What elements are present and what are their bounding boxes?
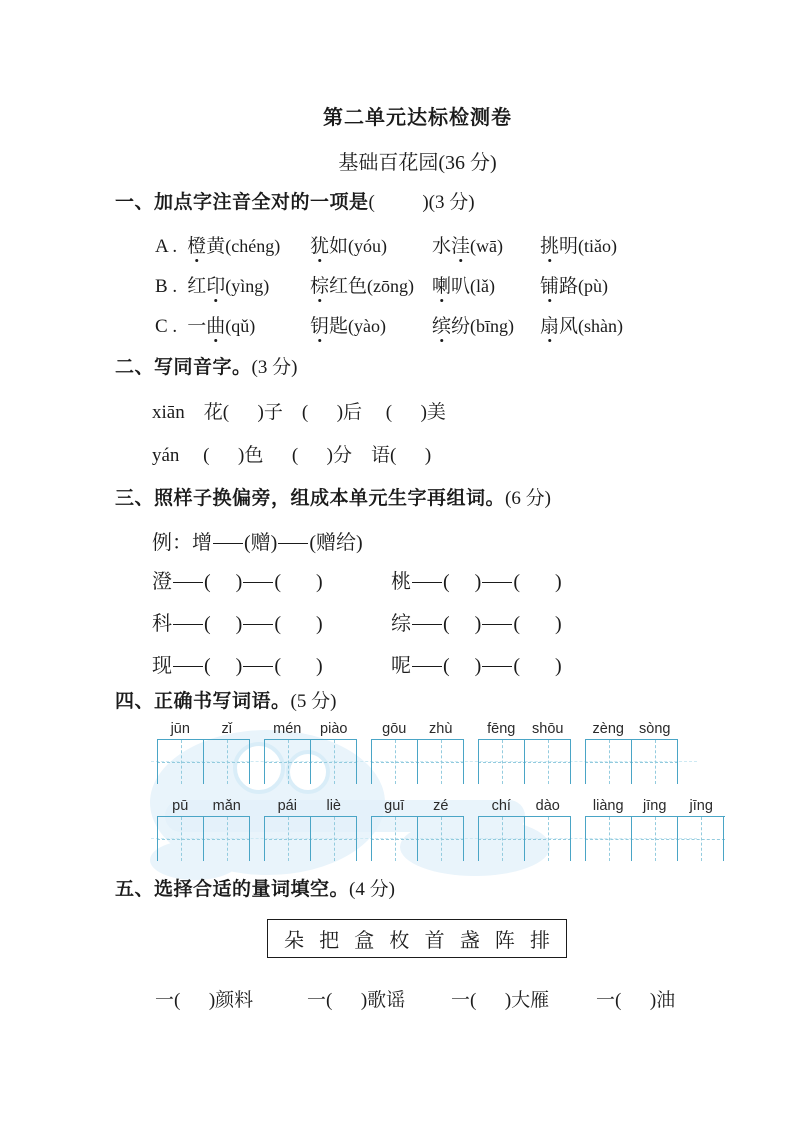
grid-cells bbox=[264, 739, 357, 784]
grid-row bbox=[157, 792, 725, 861]
pinyin-syllable: liè bbox=[326, 798, 341, 814]
hanzi-char: 水 bbox=[432, 236, 452, 257]
dotted-word bbox=[310, 316, 348, 337]
q3-half bbox=[391, 565, 630, 594]
writing-cell bbox=[203, 817, 250, 861]
pinyin-row bbox=[371, 715, 464, 739]
q1-option-row bbox=[155, 231, 670, 271]
hanzi-char: 扇 bbox=[540, 311, 559, 338]
connector-line bbox=[243, 624, 273, 625]
hanzi-char: 科 bbox=[152, 613, 172, 635]
hanzi-char: 钥 bbox=[310, 311, 329, 338]
q3-header-label: 三、照样子换偏旁，组成本单元生字再组词。 bbox=[115, 488, 506, 509]
q3-header bbox=[115, 483, 551, 510]
writing-cell bbox=[310, 740, 357, 784]
pinyin-syllable: jūn bbox=[170, 721, 190, 737]
hanzi-char: 风 bbox=[559, 316, 579, 337]
writing-cell bbox=[310, 817, 357, 861]
hanzi-char: 色 bbox=[348, 276, 368, 297]
writing-cell bbox=[264, 817, 310, 861]
blank-parens: ( ) bbox=[204, 613, 243, 635]
dotted-word bbox=[540, 276, 578, 297]
pinyin-syllable: guī bbox=[384, 798, 405, 814]
pinyin-syllable: fēng bbox=[487, 721, 516, 737]
writing-cell bbox=[631, 817, 677, 861]
q1-word-cell bbox=[432, 271, 540, 298]
word-grid-group bbox=[371, 715, 464, 784]
q5-fill-item: 一( )油 bbox=[596, 990, 676, 1011]
q4-writing-grids bbox=[157, 715, 725, 869]
q1-word-cell bbox=[432, 231, 540, 258]
connector-line bbox=[173, 666, 203, 667]
writing-cell bbox=[417, 740, 464, 784]
hanzi-char: 明 bbox=[559, 236, 579, 257]
hanzi-char: 红 bbox=[329, 276, 349, 297]
q1-word-cell bbox=[540, 231, 670, 258]
pinyin-annotation: (zōng) bbox=[367, 276, 415, 296]
pinyin-annotation: (yào) bbox=[348, 316, 387, 336]
grid-cells bbox=[157, 739, 250, 784]
q1-option-row bbox=[155, 271, 670, 311]
connector-line bbox=[173, 582, 203, 583]
connector-line bbox=[482, 624, 512, 625]
q3-half bbox=[391, 607, 630, 636]
blank-parens: ( ) bbox=[513, 655, 562, 677]
q1-header-score: ( )(3 分) bbox=[368, 192, 475, 213]
grid-row bbox=[157, 715, 725, 784]
blank-parens: ( ) bbox=[513, 571, 562, 593]
pinyin-syllable: chí bbox=[491, 798, 511, 814]
connector-line bbox=[278, 543, 308, 544]
q1-word-cell bbox=[155, 271, 310, 298]
dotted-word bbox=[540, 316, 578, 337]
pinyin-syllable: sòng bbox=[639, 721, 671, 737]
hanzi-char: 棕 bbox=[310, 271, 329, 298]
writing-cell bbox=[371, 817, 417, 861]
hanzi-char: 纷 bbox=[451, 316, 471, 337]
blank-parens: ( ) bbox=[443, 571, 482, 593]
q1-option-label: B . bbox=[155, 276, 178, 297]
hanzi-char: 路 bbox=[559, 276, 579, 297]
grid-cells bbox=[478, 739, 571, 784]
q3-header-score: (6 分) bbox=[505, 488, 551, 509]
pinyin-syllable: piào bbox=[320, 721, 348, 737]
hanzi-char: 澄 bbox=[152, 571, 172, 593]
q1-word-cell bbox=[540, 311, 670, 338]
pinyin-syllable: dào bbox=[535, 798, 560, 814]
writing-cell bbox=[631, 740, 678, 784]
q5-header bbox=[115, 874, 395, 901]
hanzi-char: 铺 bbox=[540, 271, 559, 298]
measure-word: 把 bbox=[319, 930, 340, 952]
measure-word: 阵 bbox=[494, 930, 515, 952]
q2-row: xiān 花( )子 ( )后 ( )美 bbox=[152, 402, 446, 423]
pinyin-syllable: jīng bbox=[643, 798, 667, 814]
word-grid-group bbox=[264, 792, 357, 861]
hanzi-char: 红 bbox=[187, 276, 207, 297]
hanzi-char: 匙 bbox=[329, 316, 349, 337]
pinyin-annotation: (qǔ) bbox=[225, 316, 256, 336]
hanzi-char: 呢 bbox=[391, 655, 411, 677]
q1-word-cell bbox=[310, 231, 432, 258]
pinyin-row bbox=[478, 715, 571, 739]
hanzi-char: 一 bbox=[187, 316, 207, 337]
pinyin-syllable: shōu bbox=[532, 721, 564, 737]
pinyin-annotation: (tiǎo) bbox=[578, 236, 618, 256]
writing-cell bbox=[157, 740, 203, 784]
pinyin-row bbox=[157, 792, 250, 816]
q5-header-label: 五、选择合适的量词填空。 bbox=[115, 879, 350, 900]
pinyin-annotation: (yóu) bbox=[348, 236, 388, 256]
writing-cell bbox=[524, 740, 571, 784]
pinyin-syllable: pū bbox=[172, 798, 189, 814]
pinyin-row bbox=[157, 715, 250, 739]
q3-half bbox=[152, 565, 391, 594]
q5-fill-item: 一( )歌谣 bbox=[307, 990, 406, 1011]
connector-line bbox=[412, 666, 442, 667]
writing-cell bbox=[371, 740, 417, 784]
q4-header bbox=[115, 686, 336, 713]
hanzi-char: 洼 bbox=[451, 231, 470, 258]
dotted-word bbox=[187, 316, 225, 337]
connector-line bbox=[412, 582, 442, 583]
page-title: 第二单元达标检测卷 bbox=[323, 107, 512, 129]
q5-header-score: (4 分) bbox=[349, 879, 395, 900]
writing-cell bbox=[585, 817, 631, 861]
pinyin-row bbox=[585, 715, 678, 739]
measure-word: 排 bbox=[529, 930, 550, 952]
q5-fill-item: 一( )大雁 bbox=[451, 990, 550, 1011]
writing-cell bbox=[203, 740, 250, 784]
q3-half bbox=[391, 649, 630, 678]
grid-cells bbox=[478, 816, 571, 861]
dotted-word bbox=[187, 236, 225, 257]
q3-example-end: (赠给) bbox=[309, 532, 363, 554]
q1-word-cell bbox=[310, 311, 432, 338]
hanzi-char: 喇 bbox=[432, 271, 451, 298]
dotted-word bbox=[310, 276, 367, 297]
q5-fill-item: 一( )颜料 bbox=[155, 990, 254, 1011]
measure-word: 盏 bbox=[459, 930, 480, 952]
q3-half bbox=[152, 649, 391, 678]
pinyin-row bbox=[371, 792, 464, 816]
q5-fill-items bbox=[155, 985, 716, 1012]
pinyin-row bbox=[264, 715, 357, 739]
pinyin-syllable: gōu bbox=[382, 721, 407, 737]
q1-word-cell bbox=[432, 311, 540, 338]
writing-cell bbox=[585, 740, 631, 784]
hanzi-char: 黄 bbox=[206, 236, 226, 257]
q1-option-label: C . bbox=[155, 316, 178, 337]
hanzi-char: 综 bbox=[391, 613, 411, 635]
word-grid-group bbox=[478, 792, 571, 861]
hanzi-char: 犹 bbox=[310, 231, 329, 258]
word-grid-group bbox=[585, 715, 678, 784]
grid-cells bbox=[157, 816, 250, 861]
dotted-word bbox=[432, 236, 470, 257]
section-subtitle: 基础百花园(36 分) bbox=[338, 152, 497, 174]
word-grid-group bbox=[264, 715, 357, 784]
measure-word: 首 bbox=[424, 930, 445, 952]
q1-header bbox=[115, 187, 475, 214]
dotted-word bbox=[310, 236, 348, 257]
writing-cell bbox=[478, 817, 524, 861]
q2-header bbox=[115, 352, 297, 379]
hanzi-char: 现 bbox=[152, 655, 172, 677]
pinyin-annotation: (bīng) bbox=[470, 316, 515, 336]
q2-header-label: 二、写同音字。 bbox=[115, 357, 252, 378]
blank-parens: ( ) bbox=[204, 655, 243, 677]
measure-word: 朵 bbox=[284, 930, 304, 952]
q1-options bbox=[155, 231, 670, 351]
grid-cells bbox=[264, 816, 357, 861]
blank-parens: ( ) bbox=[443, 613, 482, 635]
measure-word: 盒 bbox=[354, 930, 375, 952]
q3-row bbox=[152, 649, 630, 691]
pinyin-syllable: zé bbox=[433, 798, 449, 814]
pinyin-syllable: liàng bbox=[592, 798, 624, 814]
writing-cell bbox=[478, 740, 524, 784]
hanzi-char: 叭 bbox=[451, 276, 471, 297]
q5-word-bank bbox=[267, 919, 567, 958]
q2-header-score: (3 分) bbox=[251, 357, 298, 378]
pinyin-annotation: (chéng) bbox=[225, 236, 281, 256]
q1-option-row bbox=[155, 311, 670, 351]
connector-line bbox=[173, 624, 203, 625]
pinyin-row bbox=[478, 792, 571, 816]
hanzi-char: 桃 bbox=[391, 571, 411, 593]
pinyin-row bbox=[585, 792, 725, 816]
pinyin-annotation: (pù) bbox=[578, 276, 609, 296]
connector-line bbox=[243, 666, 273, 667]
q1-word-cell bbox=[155, 311, 310, 338]
grid-cells bbox=[371, 739, 464, 784]
q2-row: yán ( )色 ( )分 语( ) bbox=[152, 445, 432, 466]
grid-cells bbox=[585, 739, 678, 784]
word-grid-group bbox=[157, 792, 250, 861]
writing-cell bbox=[524, 817, 571, 861]
q3-half bbox=[152, 607, 391, 636]
dotted-word bbox=[187, 276, 225, 297]
pinyin-syllable: pái bbox=[277, 798, 297, 814]
dotted-word bbox=[540, 236, 578, 257]
hanzi-char: 橙 bbox=[187, 231, 206, 258]
word-grid-group bbox=[371, 792, 464, 861]
connector-line bbox=[213, 543, 243, 544]
blank-parens: ( ) bbox=[443, 655, 482, 677]
blank-parens: ( ) bbox=[274, 655, 323, 677]
q4-header-label: 四、正确书写词语。 bbox=[115, 691, 291, 712]
pinyin-annotation: (wā) bbox=[470, 236, 504, 256]
q4-header-score: (5 分) bbox=[290, 691, 337, 712]
q3-rows bbox=[152, 565, 630, 691]
q1-word-cell bbox=[540, 271, 670, 298]
pinyin-syllable: zèng bbox=[592, 721, 624, 737]
word-grid-group bbox=[157, 715, 250, 784]
word-grid-group bbox=[585, 792, 725, 861]
q3-example-prefix: 例：增 bbox=[152, 532, 212, 554]
grid-cells bbox=[371, 816, 464, 861]
word-grid-group bbox=[478, 715, 571, 784]
hanzi-char: 曲 bbox=[206, 311, 225, 338]
grid-cells bbox=[585, 816, 725, 861]
q3-row bbox=[152, 607, 630, 649]
pinyin-syllable: mén bbox=[273, 721, 302, 737]
q3-example-mid: (赠) bbox=[244, 532, 278, 554]
blank-parens: ( ) bbox=[274, 613, 323, 635]
q1-word-cell bbox=[310, 271, 432, 298]
pinyin-annotation: (lǎ) bbox=[470, 276, 496, 296]
blank-parens: ( ) bbox=[204, 571, 243, 593]
q3-row bbox=[152, 565, 630, 607]
measure-word: 枚 bbox=[389, 930, 410, 952]
writing-cell bbox=[417, 817, 464, 861]
dotted-word bbox=[432, 316, 470, 337]
dotted-word bbox=[432, 276, 470, 297]
pinyin-annotation: (shàn) bbox=[578, 316, 624, 336]
q1-header-label: 一、加点字注音全对的一项是 bbox=[115, 192, 369, 213]
q3-example bbox=[152, 526, 363, 555]
hanzi-char: 如 bbox=[329, 236, 349, 257]
connector-line bbox=[412, 624, 442, 625]
pinyin-syllable: zhù bbox=[429, 721, 453, 737]
pinyin-row bbox=[264, 792, 357, 816]
connector-line bbox=[482, 666, 512, 667]
pinyin-syllable: zǐ bbox=[221, 721, 232, 737]
q1-word-cell bbox=[155, 231, 310, 258]
blank-parens: ( ) bbox=[513, 613, 562, 635]
blank-parens: ( ) bbox=[274, 571, 323, 593]
connector-line bbox=[482, 582, 512, 583]
pinyin-annotation: (yìng) bbox=[225, 276, 270, 296]
hanzi-char: 缤 bbox=[432, 311, 451, 338]
writing-cell bbox=[157, 817, 203, 861]
hanzi-char: 印 bbox=[206, 271, 225, 298]
pinyin-syllable: mǎn bbox=[212, 798, 241, 814]
q1-option-label: A . bbox=[155, 236, 178, 257]
connector-line bbox=[243, 582, 273, 583]
writing-cell bbox=[677, 817, 724, 861]
writing-cell bbox=[264, 740, 310, 784]
pinyin-syllable: jīng bbox=[689, 798, 713, 814]
hanzi-char: 挑 bbox=[540, 231, 559, 258]
